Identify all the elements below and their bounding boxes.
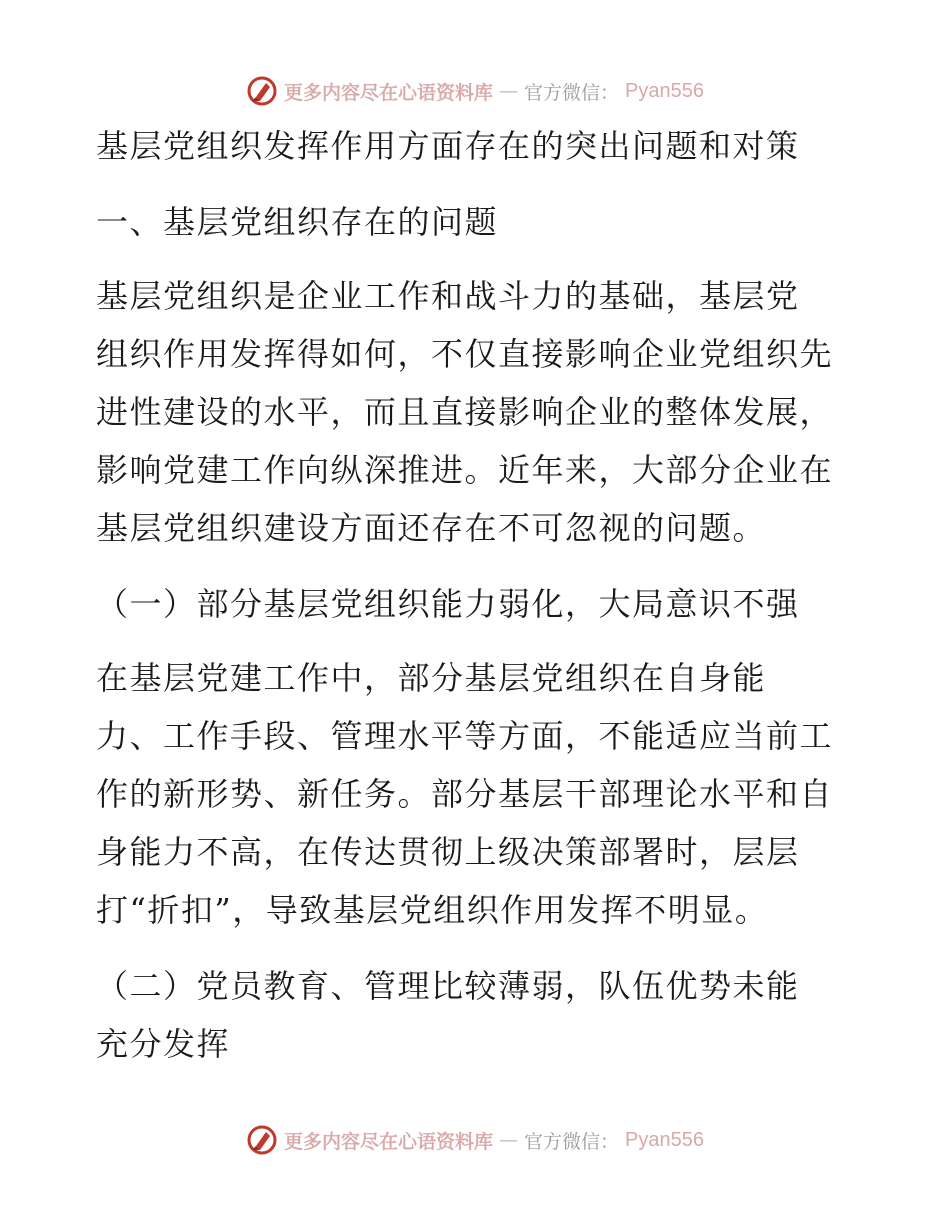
subheading: 充分发挥 xyxy=(96,1025,231,1063)
banner-wechat-id: Pyan556 xyxy=(625,1128,704,1151)
section-heading: 一、基层党组织存在的问题 xyxy=(96,203,499,241)
banner-separator: — xyxy=(499,80,519,102)
subheading: （二）党员教育、管理比较薄弱，队伍优势未能 xyxy=(96,967,800,1005)
banner-wechat-id: Pyan556 xyxy=(625,79,704,102)
paragraph-line: 身能力不高，在传达贯彻上级决策部署时，层层 xyxy=(96,833,800,871)
document-title: 基层党组织发挥作用方面存在的突出问题和对策 xyxy=(96,127,800,165)
header-banner xyxy=(0,71,950,111)
paragraph-line: 进性建设的水平，而且直接影响企业的整体发展， xyxy=(96,393,834,431)
pen-nib-circle-logo-icon xyxy=(246,1124,278,1156)
paragraph-line: 作的新形势、新任务。部分基层干部理论水平和自 xyxy=(96,775,834,813)
banner-separator: — xyxy=(499,1129,519,1151)
footer-banner xyxy=(0,1120,950,1160)
banner-label: 官方微信： xyxy=(524,1130,620,1153)
paragraph-line: 组织作用发挥得如何，不仅直接影响企业党组织先 xyxy=(96,335,834,373)
pen-nib-circle-logo-icon xyxy=(246,75,278,107)
paragraph-line: 在基层党建工作中，部分基层党组织在自身能 xyxy=(96,659,767,697)
paragraph-line: 基层党组织是企业工作和战斗力的基础，基层党 xyxy=(96,277,800,315)
banner-prefix: 更多内容尽在心语资料库 xyxy=(284,81,494,104)
paragraph-line: 力、工作手段、管理水平等方面，不能适应当前工 xyxy=(96,717,834,755)
paragraph-line: 打“折扣”，导致基层党组织作用发挥不明显。 xyxy=(96,891,769,929)
paragraph-line: 基层党组织建设方面还存在不可忽视的问题。 xyxy=(96,509,767,547)
banner-label: 官方微信： xyxy=(524,81,620,104)
paragraph-line: 影响党建工作向纵深推进。近年来，大部分企业在 xyxy=(96,451,834,489)
subheading: （一）部分基层党组织能力弱化，大局意识不强 xyxy=(96,585,800,623)
banner-prefix: 更多内容尽在心语资料库 xyxy=(284,1130,494,1153)
